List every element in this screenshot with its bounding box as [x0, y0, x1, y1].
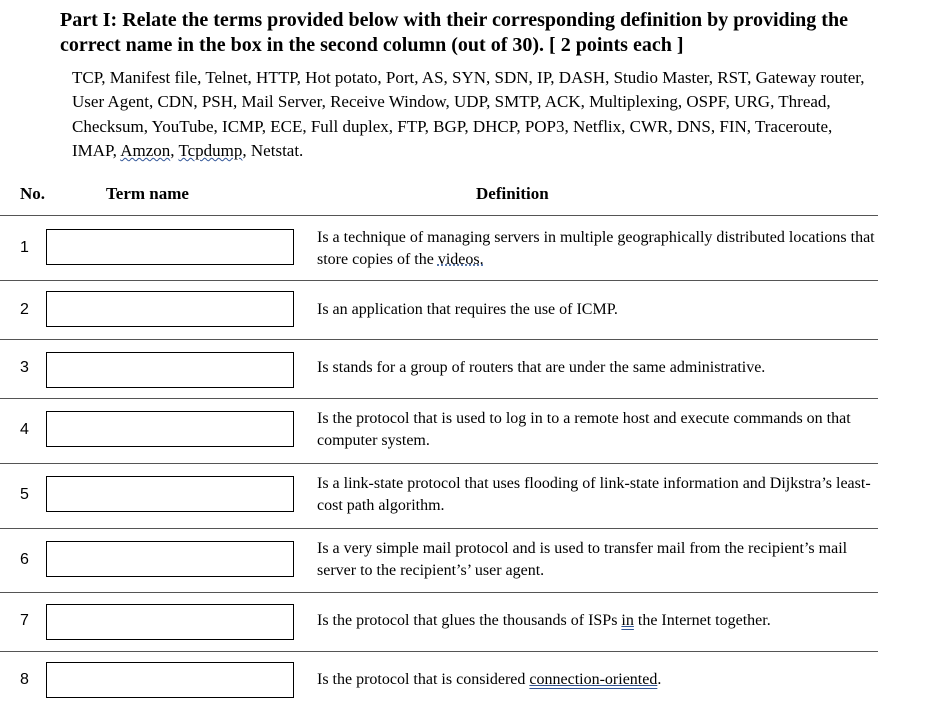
terms-separator: , — [170, 140, 179, 160]
answer-box-8[interactable] — [46, 662, 294, 698]
row-divider — [0, 280, 878, 281]
header-no: No. — [20, 184, 46, 203]
answer-box-1[interactable] — [46, 229, 294, 265]
header-definition: Definition — [476, 184, 549, 203]
definition-5: Is a link-state protocol that uses flooding of link-state information and Dijkstra’s least-cost path algorithm. — [317, 475, 871, 514]
definition-7: Is the protocol that glues the thousands of ISPs in the Internet together. — [317, 612, 771, 629]
row-divider — [0, 528, 878, 529]
part-title: Part I: Relate the terms provided below with their corresponding definition by providing the correct name in the box in the second column (out of 30). [ 2 points each ] — [60, 9, 848, 56]
row-number: 5 — [20, 486, 29, 503]
term-amzon: Amzon — [120, 140, 171, 160]
answer-box-7[interactable] — [46, 604, 294, 640]
definition-3: Is stands for a group of routers that are under the same administrative. — [317, 359, 766, 376]
row-divider — [0, 463, 878, 464]
terms-text: TCP, Manifest file, Telnet, HTTP, Hot potato, Port, AS, SYN, SDN, IP, DASH, Studio Master, RST, Gateway router, User Agent, CDN, PSH, Mail Server, Receive Window, UDP, SMTP, ACK, Multiplexing, OSPF, URG, Thread, Checksum, YouTube, ICMP, ECE, Full duplex, FTP, BGP, DHCP, POP3, Netflix, CWR, DNS, FIN, Traceroute, IMAP, — [72, 68, 865, 160]
definition-4: Is the protocol that is used to log in to a remote host and execute commands on that computer system. — [317, 410, 851, 449]
answer-box-4[interactable] — [46, 411, 294, 447]
answer-box-6[interactable] — [46, 541, 294, 577]
answer-box-5[interactable] — [46, 476, 294, 512]
row-divider — [0, 339, 878, 340]
row-number: 4 — [20, 421, 29, 438]
term-tcpdump: Tcpdump — [178, 140, 243, 160]
row-number: 2 — [20, 301, 29, 318]
row-number: 6 — [20, 551, 29, 568]
definition-8-underlined: connection-oriented — [529, 671, 658, 688]
row-number: 8 — [20, 671, 29, 688]
row-divider — [0, 651, 878, 652]
definition-1-underlined: videos. — [437, 251, 484, 268]
row-divider — [0, 398, 878, 399]
row-number: 3 — [20, 359, 29, 376]
row-number: 7 — [20, 612, 29, 629]
definition-2: Is an application that requires the use of ICMP. — [317, 301, 618, 318]
row-divider — [0, 592, 878, 593]
header-term-name: Term name — [106, 184, 189, 203]
answer-box-2[interactable] — [46, 291, 294, 327]
definition-6: Is a very simple mail protocol and is used to transfer mail from the recipient’s mail server to the recipient’s’ user agent. — [317, 540, 848, 579]
terms-tail: , Netstat. — [242, 140, 304, 160]
header-divider — [0, 215, 878, 216]
definition-8: Is the protocol that is considered connection-oriented. — [317, 671, 662, 688]
answer-box-3[interactable] — [46, 352, 294, 388]
row-number: 1 — [20, 239, 29, 256]
definition-7-underlined: in — [621, 612, 634, 629]
definition-1: Is a technique of managing servers in multiple geographically distributed locations that store copies of the videos. — [317, 229, 875, 268]
terms-list — [72, 66, 872, 163]
